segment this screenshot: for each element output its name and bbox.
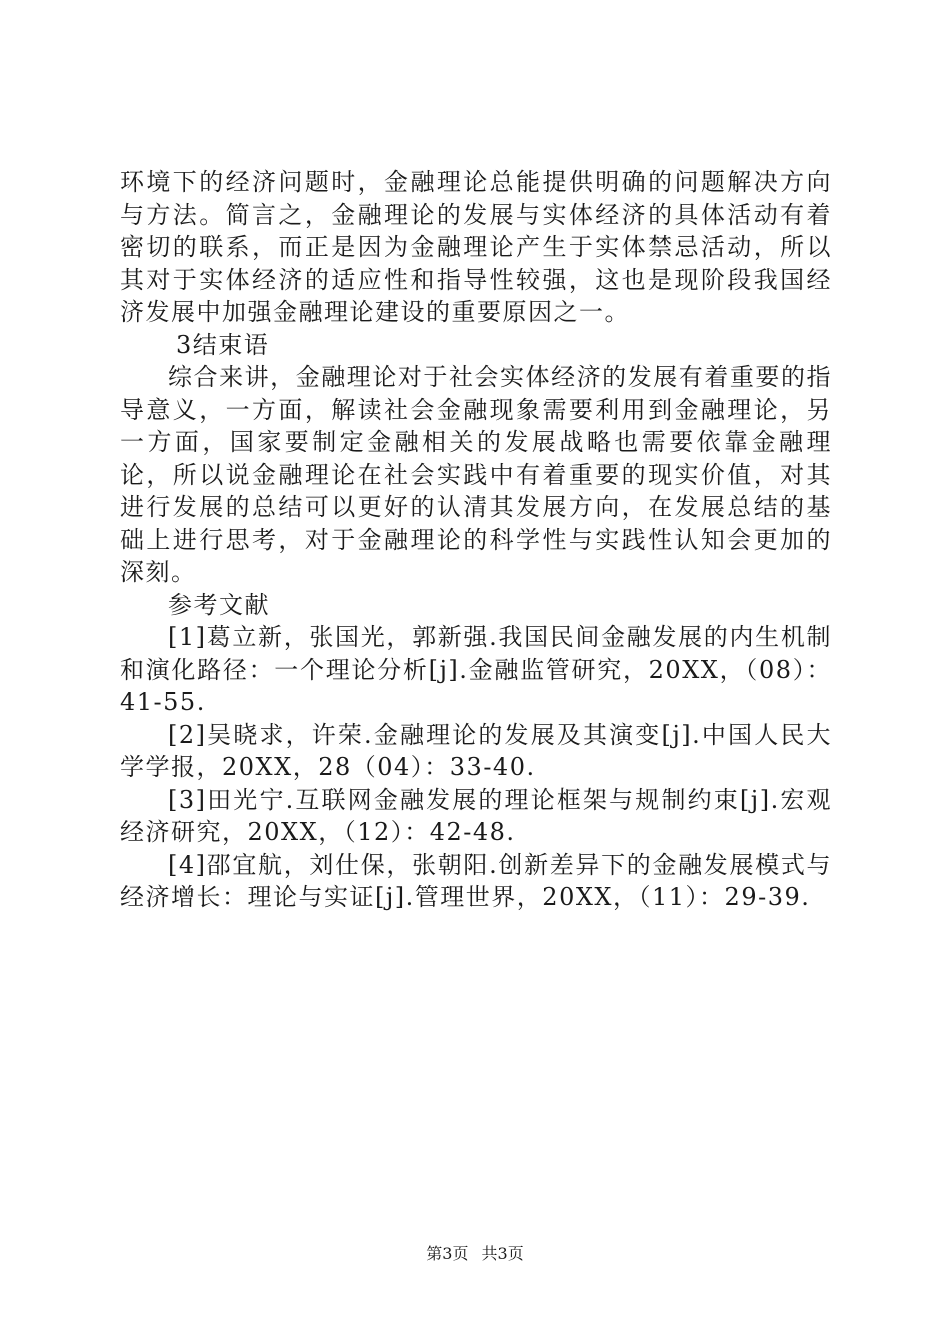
reference-item-1: [1]葛立新，张国光，郭新强.我国民间金融发展的内生机制和演化路径：一个理论分析[j].金融监管研究，20XX，（08）：41-55.	[120, 623, 832, 716]
page-total: 共3页	[481, 1244, 524, 1263]
references-heading: 参考文献	[168, 590, 270, 619]
page-number: 第3页	[426, 1244, 469, 1263]
conclusion-paragraph: 综合来讲，金融理论对于社会实体经济的发展有着重要的指导意义，一方面，解读社会金融现象需要利用到金融理论，另一方面，国家要制定金融相关的发展战略也需要依靠金融理论，所以说金融理论在社会实践中有着重要的现实价值，对其进行发展的总结可以更好的认清其发展方向，在发展总结的基础上进行思考，对于金融理论的科学性与实践性认知会更加的深刻。	[120, 363, 832, 586]
page-footer	[0, 1243, 950, 1265]
section-heading: 3结束语	[176, 330, 270, 359]
body-text	[120, 166, 832, 914]
reference-item-3: [3]田光宁.互联网金融发展的理论框架与规制约束[j].宏观经济研究，20XX，（12）：42-48.	[120, 785, 832, 846]
paragraph-continued: 环境下的经济问题时，金融理论总能提供明确的问题解决方向与方法。简言之，金融理论的发展与实体经济的具体活动有着密切的联系，而正是因为金融理论产生于实体禁忌活动，所以其对于实体经济的适应性和指导性较强，这也是现阶段我国经济发展中加强金融理论建设的重要原因之一。	[120, 168, 832, 326]
reference-item-4: [4]邵宜航，刘仕保，张朝阳.创新差异下的金融发展模式与经济增长：理论与实证[j].管理世界，20XX，（11）：29-39.	[120, 850, 832, 911]
reference-item-2: [2]吴晓求，许荣.金融理论的发展及其演变[j].中国人民大学学报，20XX，28（04）：33-40.	[120, 720, 832, 781]
